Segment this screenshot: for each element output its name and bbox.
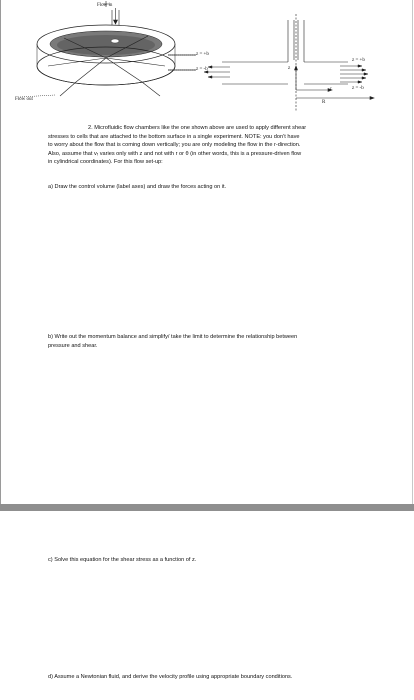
flow-chamber-figure: [0, 0, 414, 122]
top-disk: [37, 25, 175, 63]
problem-intro: [48, 124, 394, 167]
intro-line: Also, assume that vᵣ varies only with z and not with r or θ (in other words, this is a pressure-driven flow: [48, 150, 302, 157]
r-axis-label: r: [330, 87, 332, 92]
question-b-line: pressure and shear.: [48, 342, 98, 349]
question-a: a) Draw the control volume (label axes) and draw the forces acting on it.: [48, 184, 227, 190]
question-b: [48, 333, 394, 350]
question-d: d) Assume a Newtonian fluid, and derive the velocity profile using appropriate boundary conditions.: [48, 674, 293, 680]
right-outflow-arrows: [340, 65, 368, 83]
radius-label: R: [322, 100, 326, 105]
intro-line: stresses to cells that are attached to the bottom surface in a single experiment. NOTE: you don’t have: [48, 133, 300, 140]
side-bottom-label: z = -b: [352, 86, 364, 91]
side-schematic: [222, 14, 374, 112]
disk-bottom-label: z = -b: [196, 67, 208, 72]
intro-line: in cylindrical coordinates). For this flow set-up:: [48, 159, 163, 166]
flow-out-label: Flow out: [15, 97, 33, 102]
page-break-band: [0, 504, 414, 511]
question-c: c) Solve this equation for the shear stress as a function of z.: [48, 557, 197, 563]
disk-top-label: z = +b: [196, 52, 209, 57]
question-b-line: b) Write out the momentum balance and simplify/ take the limit to determine the relationship between: [48, 334, 298, 340]
intro-line: to worry about the flow that is coming down vertically; you are only modeling the flow in the r-direction.: [48, 142, 301, 149]
z-axis-label: z: [288, 66, 291, 71]
side-top-label: z = +b: [352, 58, 365, 63]
intro-line: 2. Microfluidic flow chambers like the one shown above are used to apply different shear: [88, 125, 307, 131]
flow-in-label: Flow in: [97, 3, 113, 8]
